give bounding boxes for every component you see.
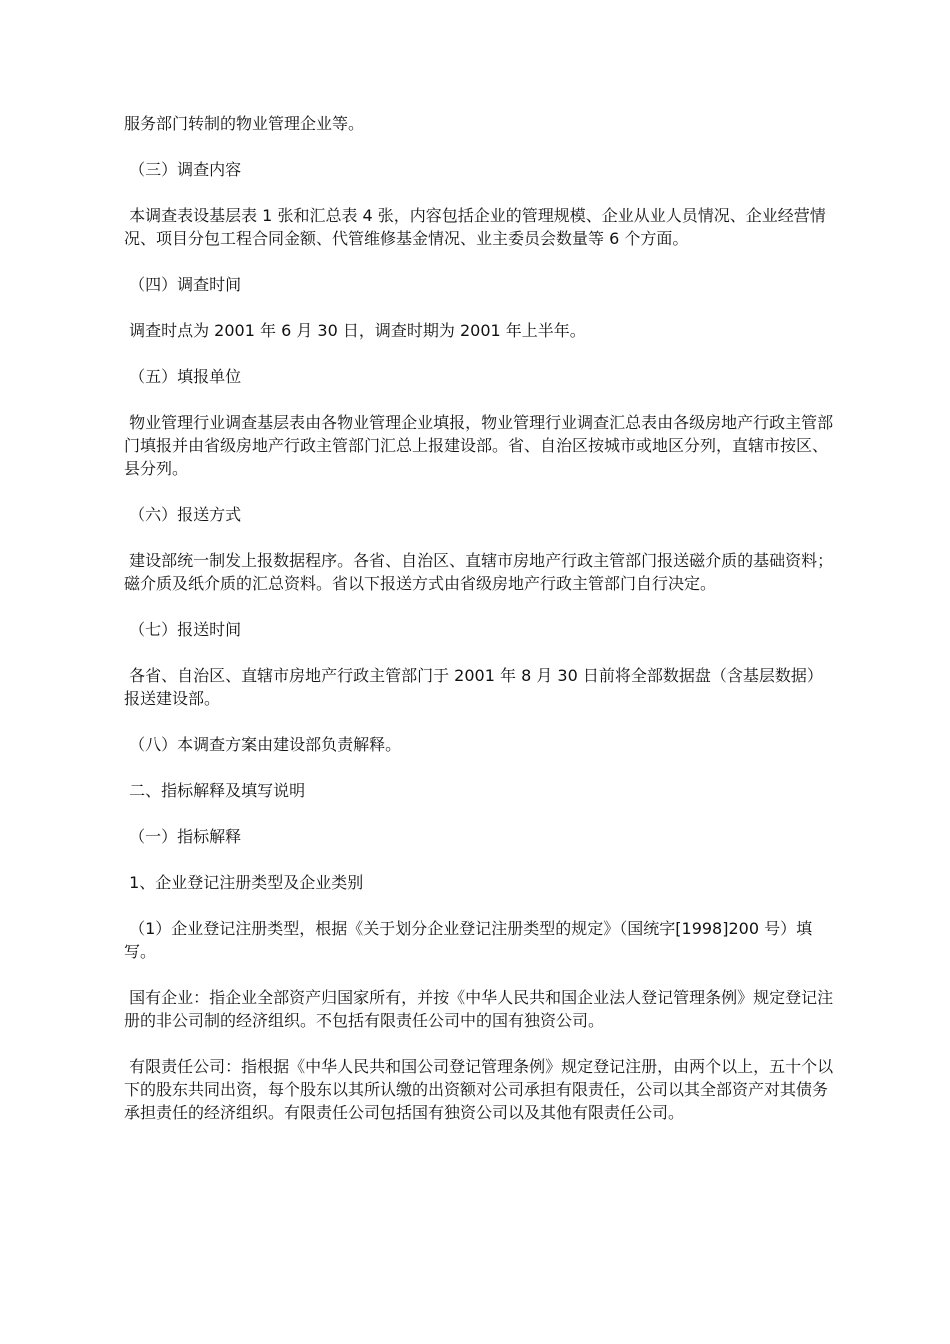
paragraph: 各省、自治区、直辖市房地产行政主管部门于 2001 年 8 月 30 日前将全部数据盘（含基层数据）报送建设部。 [124,666,823,708]
section-heading: （一）指标解释 [124,827,242,846]
paragraph: 服务部门转制的物业管理企业等。 [124,114,365,133]
paragraph: 物业管理行业调查基层表由各物业管理企业填报，物业管理行业调查汇总表由各级房地产行政主管部门填报并由省级房地产行政主管部门汇总上报建设部。省、自治区按城市或地区分列，直辖市按区、县分列。 [124,413,834,478]
section-heading: （三）调查内容 [124,160,242,179]
paragraph: 有限责任公司：指根据《中华人民共和国公司登记管理条例》规定登记注册，由两个以上，五十个以下的股东共同出资，每个股东以其所认缴的出资额对公司承担有限责任，公司以其全部资产对其债务承担责任的经济组织。有限责任公司包括国有独资公司以及其他有限责任公司。 [124,1057,834,1122]
section-heading: （七）报送时间 [124,620,242,639]
section-heading: （四）调查时间 [124,275,242,294]
section-heading: （五）填报单位 [124,367,242,386]
section-heading: （八）本调查方案由建设部负责解释。 [124,735,402,754]
subsection-heading: 1、企业登记注册类型及企业类别 [124,873,364,892]
paragraph: 本调查表设基层表 1 张和汇总表 4 张，内容包括企业的管理规模、企业从业人员情况、企业经营情况、项目分包工程合同金额、代管维修基金情况、业主委员会数量等 6 个方面。 [124,206,826,248]
paragraph: （1）企业登记注册类型，根据《关于划分企业登记注册类型的规定》（国统字[1998]200 号）填写。 [124,919,813,961]
section-heading: （六）报送方式 [124,505,242,524]
chapter-heading: 二、指标解释及填写说明 [124,781,306,800]
paragraph: 国有企业：指企业全部资产归国家所有，并按《中华人民共和国企业法人登记管理条例》规定登记注册的非公司制的经济组织。不包括有限责任公司中的国有独资公司。 [124,988,834,1030]
paragraph: 调查时点为 2001 年 6 月 30 日，调查时期为 2001 年上半年。 [124,321,586,340]
paragraph: 建设部统一制发上报数据程序。各省、自治区、直辖市房地产行政主管部门报送磁介质的基础资料；磁介质及纸介质的汇总资料。省以下报送方式由省级房地产行政主管部门自行决定。 [124,551,834,593]
document-page [124,112,836,1147]
